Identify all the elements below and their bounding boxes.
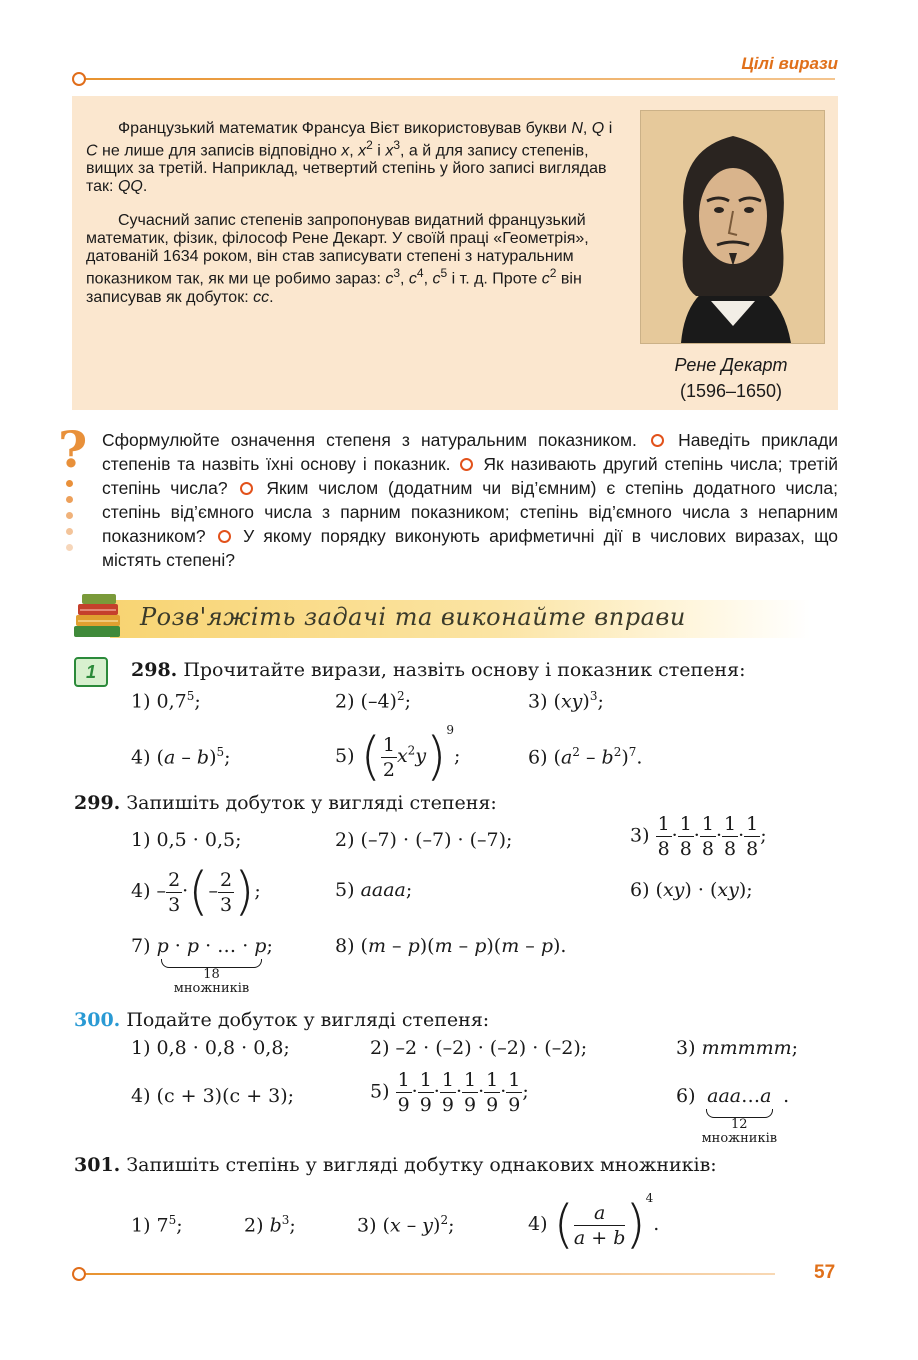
question-5: У якому порядку виконують арифметичні дії в числових виразах, що містять степені? [102, 526, 838, 570]
ex298-item-2: 2) $(-4)^2$; [335, 689, 412, 713]
question-2: Наведіть приклади степенів та назвіть їхні основу і показник. [102, 430, 838, 474]
ex299-item-3: 3) $\frac{1}{8}$ · $\frac{1}{8}$ · $\frac{1}{8}$ · $\frac{1}{8}$ · $\frac{1}{8}$ ; [630, 813, 767, 860]
caption-years: (1596–1650) [679, 381, 783, 401]
exercise-task: Прочитайте вирази, назвіть основу і показник степеня: [183, 659, 746, 681]
exercise-number: 298. [131, 659, 178, 681]
history-text [86, 104, 616, 323]
question-3: Як називають другий степінь числа; третій степінь числа? [102, 454, 838, 498]
ring-bullet-icon [651, 434, 664, 447]
exercise-task: Запишіть добуток у вигляді степеня: [126, 792, 497, 814]
exercise-task: Подайте добуток у вигляді степеня: [126, 1009, 490, 1031]
books-icon [72, 592, 124, 640]
ex300-item-3: 3) mmmmm; [676, 1037, 799, 1059]
ex300-item-2: 2) –2 · (–2) · (–2) · (–2); [370, 1037, 588, 1059]
exercise-298-heading [131, 658, 745, 682]
ex300-item-6: 6) aaa…a 12 множників . [676, 1085, 790, 1146]
ex300-item-4: 4) (c + 3)(c + 3); [131, 1085, 295, 1107]
ring-bullet-icon [460, 458, 473, 471]
descartes-portrait [640, 110, 825, 344]
footer-rule-dot [72, 1267, 86, 1281]
level-badge: 1 [74, 657, 108, 687]
exercise-number: 301. [74, 1154, 121, 1176]
ex299-item-2: 2) (–7) · (–7) · (–7); [335, 829, 513, 851]
question-mark-icon: ? [58, 420, 88, 479]
question-dots [66, 480, 73, 560]
ring-bullet-icon [218, 530, 231, 543]
exercise-number: 299. [74, 792, 121, 814]
history-paragraph-2: Сучасний запис степенів запропонував видатний французький математик, фізик, філософ Рене Декарт. У своїй праці «Геометрія», датованій 1634 роком, він став записувати степені з натуральним показником так, як ми це робимо зараз: $c^3$, $c^4$, $c^5$ і т. д. Проте $c^2$ він записував як добуток: cc. [86, 212, 589, 306]
exercise-task: Запишіть степінь у вигляді добутку однакових множників: [126, 1154, 717, 1176]
exercise-number: 300. [74, 1009, 121, 1031]
ring-bullet-icon [240, 482, 253, 495]
ex299-item-7: 7) p · p · … · p 18 множників ; [131, 935, 273, 996]
ex301-item-2: 2) $b^3$; [244, 1213, 296, 1237]
header-rule-dot [72, 72, 86, 86]
ex298-item-4: 4) (a – b)$^5$; [131, 745, 231, 769]
ex301-item-1: 1) $7^5$; [131, 1213, 183, 1237]
ex301-item-3: 3) (x – y)$^2$; [357, 1213, 455, 1237]
page-number: 57 [814, 1262, 836, 1283]
exercise-299-heading [74, 791, 497, 815]
caption-name: Рене Декарт [674, 355, 788, 375]
exercise-300-heading [74, 1008, 489, 1032]
header-rule [75, 78, 835, 80]
exercises-banner-title: Розв'яжіть задачі та виконайте вправи [140, 603, 686, 631]
ex298-item-5: 5) ( $\frac{1}{2}$ $x^2y)^9$; [335, 723, 461, 787]
ex300-item-1: 1) 0,8 · 0,8 · 0,8; [131, 1037, 290, 1059]
exercise-301-heading [74, 1153, 717, 1177]
question-1: Сформулюйте означення степеня з натуральним показником. [102, 430, 637, 450]
ex299-item-1: 1) 0,5 · 0,5; [131, 829, 242, 851]
ex300-item-5: 5) $\frac{1}{9}$ · $\frac{1}{9}$ · $\frac{1}{9}$ · $\frac{1}{9}$ · $\frac{1}{9}$ · $\frac{1}{9}$ ; [370, 1069, 529, 1116]
ex299-item-8: 8) (m – p)(m – p)(m – p). [335, 935, 567, 957]
ex298-item-3: 3) (xy)$^3$; [528, 689, 604, 713]
ex299-item-4: 4) – $\frac{2}{3}$ ·(– $\frac{2}{3}$ ); [131, 862, 261, 922]
portrait-caption [636, 352, 826, 404]
review-questions [102, 428, 838, 572]
ex298-item-1: 1) $0,7^5$; [131, 689, 201, 713]
ex299-item-6: 6) (xy) · (xy); [630, 879, 753, 901]
history-paragraph-1: Французький математик Франсуа Вієт використовував букви N, Q і C не лише для записів відповідно x, $x^2$ і $x^3$, а й для запису степенів, вищих за третій. Наприклад, четвертий степінь у його записі виглядав так: QQ. [86, 120, 613, 196]
question-4: Яким числом (додатним чи від’ємним) є степінь додатного числа; степінь від’ємного числа з парним показником; степінь від’ємного числа з непарним показником? [102, 478, 838, 546]
footer-rule [75, 1273, 775, 1275]
ex299-item-5: 5) aaaa; [335, 879, 413, 901]
ex301-item-4: 4) ( $\frac{a}{a + b}$ )$^4$. [528, 1191, 660, 1255]
section-title: Цілі вирази [741, 54, 838, 73]
ex298-item-6: 6) $(a^2 - b^2)^7$. [528, 745, 643, 769]
